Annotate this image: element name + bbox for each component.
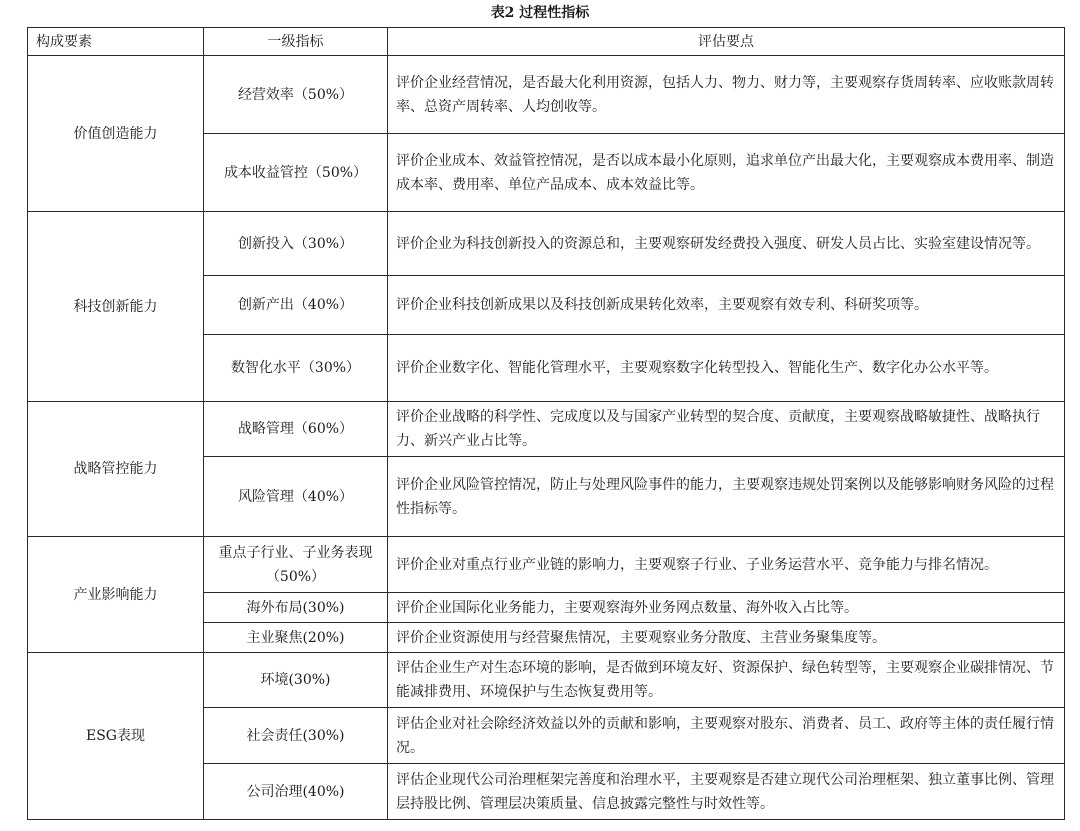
point-cell: 评估企业生产对生态环境的影响，是否做到环境友好、资源保护、绿色转型等，主要观察企业碳排情况、节能减排费用、环境保护与生态恢复费用等。 (388, 653, 1065, 708)
factor-cell: ESG表现 (28, 653, 204, 820)
factor-cell: 战略管控能力 (28, 402, 204, 537)
table-row (28, 402, 1065, 457)
indicator-cell: 公司治理(40%) (204, 764, 388, 820)
indicator-cell: 风险管理（40%） (204, 457, 388, 537)
factor-cell: 产业影响能力 (28, 537, 204, 653)
point-cell: 评估企业现代公司治理框架完善度和治理水平，主要观察是否建立现代公司治理框架、独立董事比例、管理层持股比例、管理层决策质量、信息披露完整性与时效性等。 (388, 764, 1065, 820)
point-cell: 评价企业科技创新成果以及科技创新成果转化效率，主要观察有效专利、科研奖项等。 (388, 276, 1065, 335)
indicator-cell: 海外布局(30%) (204, 593, 388, 623)
indicator-cell: 创新产出（40%） (204, 276, 388, 335)
indicator-cell: 社会责任(30%) (204, 708, 388, 764)
header-factor: 构成要素 (28, 28, 204, 56)
point-cell: 评价企业风险管控情况，防止与处理风险事件的能力，主要观察违规处罚案例以及能够影响财务风险的过程性指标等。 (388, 457, 1065, 537)
point-cell: 评价企业为科技创新投入的资源总和，主要观察研发经费投入强度、研发人员占比、实验室建设情况等。 (388, 212, 1065, 276)
table-row (28, 212, 1065, 276)
factor-cell: 价值创造能力 (28, 56, 204, 212)
point-cell: 评价企业成本、效益管控情况，是否以成本最小化原则，追求单位产出最大化，主要观察成本费用率、制造成本率、费用率、单位产品成本、成本效益比等。 (388, 134, 1065, 212)
indicator-cell: 经营效率（50%） (204, 56, 388, 134)
table-row (28, 537, 1065, 593)
point-cell: 评价企业数字化、智能化管理水平，主要观察数字化转型投入、智能化生产、数字化办公水平等。 (388, 335, 1065, 402)
point-cell: 评价企业国际化业务能力，主要观察海外业务网点数量、海外收入占比等。 (388, 593, 1065, 623)
indicator-cell: 主业聚焦(20%) (204, 623, 388, 653)
indicator-cell: 环境(30%) (204, 653, 388, 708)
point-cell: 评价企业对重点行业产业链的影响力，主要观察子行业、子业务运营水平、竞争能力与排名情况。 (388, 537, 1065, 593)
point-cell: 评估企业对社会除经济效益以外的贡献和影响，主要观察对股东、消费者、员工、政府等主体的责任履行情况。 (388, 708, 1065, 764)
indicator-cell: 重点子行业、子业务表现（50%） (204, 537, 388, 593)
point-cell: 评价企业资源使用与经营聚焦情况，主要观察业务分散度、主营业务聚集度等。 (388, 623, 1065, 653)
header-indicator: 一级指标 (204, 28, 388, 56)
factor-cell: 科技创新能力 (28, 212, 204, 402)
indicator-cell: 创新投入（30%） (204, 212, 388, 276)
header-point: 评估要点 (388, 28, 1065, 56)
table-row (28, 56, 1065, 134)
point-cell: 评价企业战略的科学性、完成度以及与国家产业转型的契合度、贡献度，主要观察战略敏捷性、战略执行力、新兴产业占比等。 (388, 402, 1065, 457)
table-caption: 表2 过程性指标 (490, 5, 590, 21)
header-row (28, 28, 1065, 56)
indicator-cell: 数智化水平（30%） (204, 335, 388, 402)
point-cell: 评价企业经营情况，是否最大化利用资源，包括人力、物力、财力等，主要观察存货周转率、应收账款周转率、总资产周转率、人均创收等。 (388, 56, 1065, 134)
indicator-cell: 成本收益管控（50%） (204, 134, 388, 212)
process-indicator-table (27, 27, 1065, 820)
table-row (28, 653, 1065, 708)
indicator-cell: 战略管理（60%） (204, 402, 388, 457)
